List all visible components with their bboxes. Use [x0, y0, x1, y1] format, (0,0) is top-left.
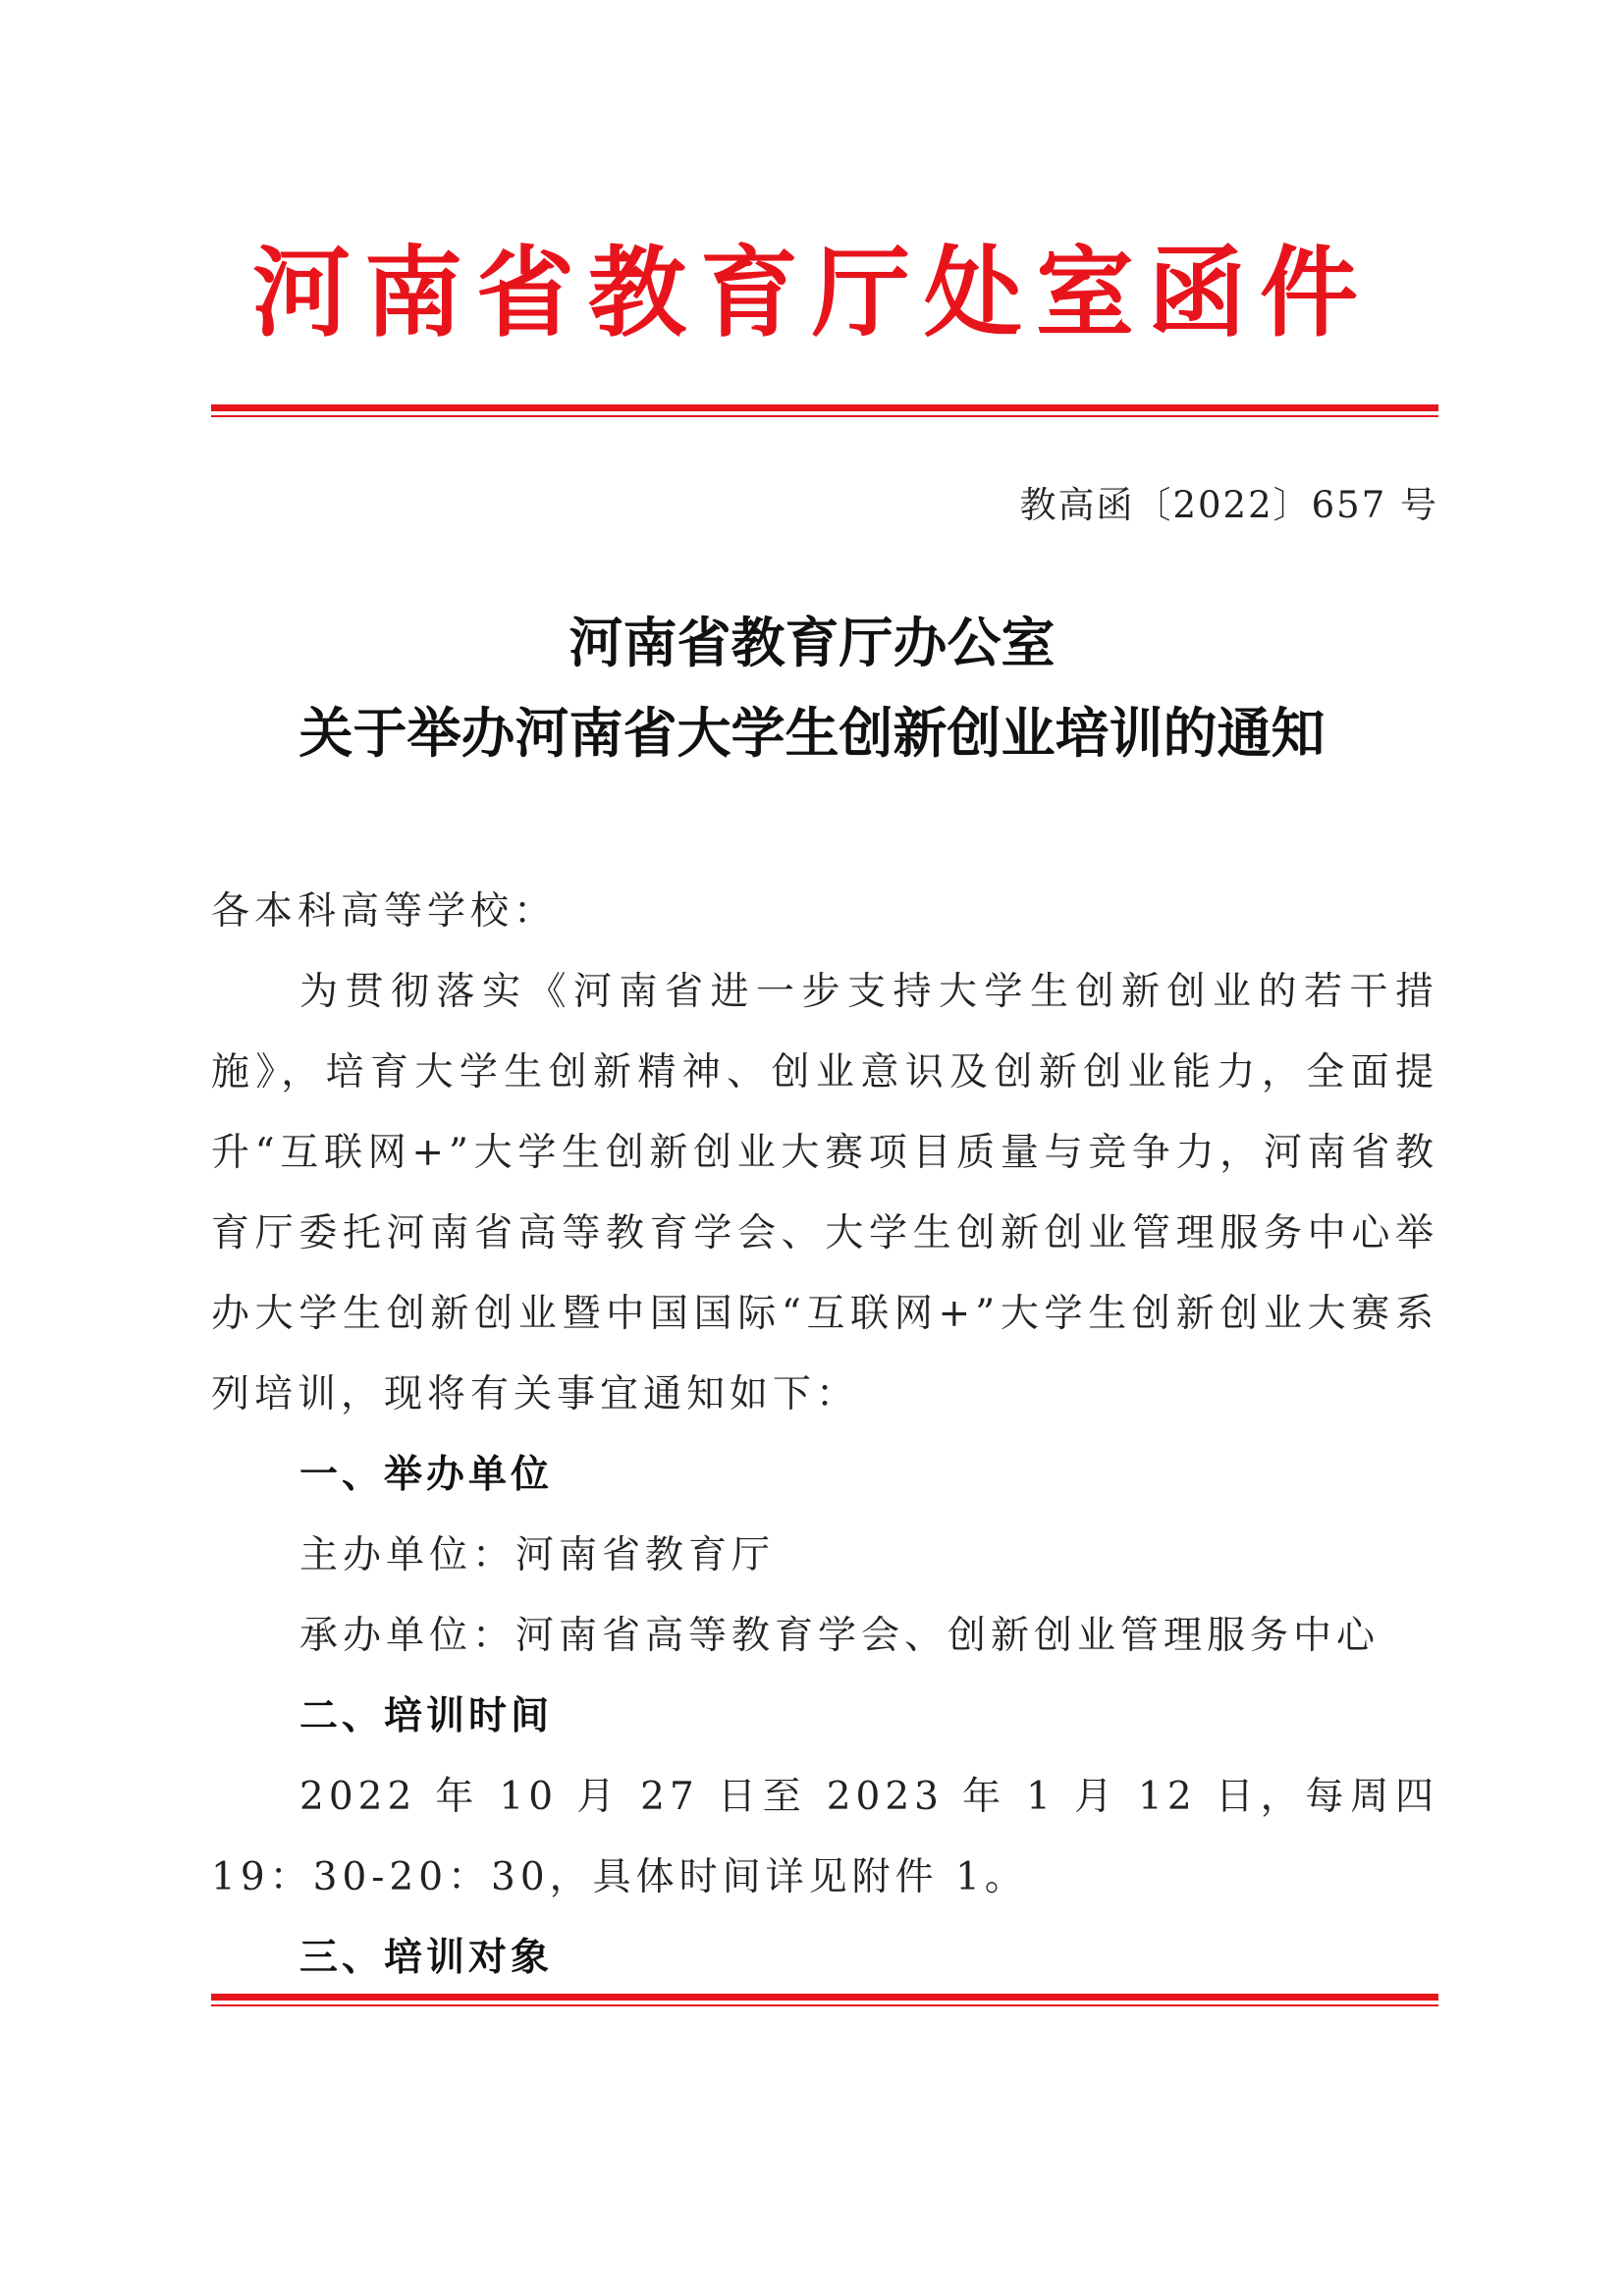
letterhead-title: 河南省教育厅处室函件 — [252, 235, 1372, 350]
host-unit: 主办单位：河南省教育厅 — [299, 1533, 776, 1577]
document-number: 教高函〔2022〕657 号 — [1019, 484, 1438, 526]
document-title-line-1: 河南省教育厅办公室 — [568, 611, 1056, 674]
rule-thin-line — [211, 2004, 1438, 2006]
document-title-line-2: 关于举办河南省大学生创新创业培训的通知 — [298, 701, 1326, 765]
document-body — [211, 872, 1438, 1999]
organizer-unit: 承办单位：河南省高等教育学会、创新创业管理服务中心 — [299, 1614, 1380, 1658]
training-time-paragraph: 2022 年 10 月 27 日至 2023 年 1 月 12 日，每周四 19：30-20：30，具体时间详见附件 1。 — [211, 1775, 1438, 1899]
intro-paragraph: 为贯彻落实《河南省进一步支持大学生创新创业的若干措施》，培育大学生创新精神、创业意识及创新创业能力，全面提升“互联网+”大学生创新创业大赛项目质量与竞争力，河南省教育厅委托河南省高等教育学会、大学生创新创业管理服务中心举办大学生创新创业暨中国国际“互联网+”大学生创新创业大赛系列培训，现将有关事宜通知如下： — [211, 970, 1438, 1416]
red-double-rule-top — [211, 404, 1438, 417]
rule-thin-line — [211, 415, 1438, 417]
rule-thick-line — [211, 1994, 1438, 2001]
section-2-heading: 二、培训时间 — [299, 1694, 554, 1738]
section-1-heading: 一、举办单位 — [299, 1453, 554, 1497]
red-double-rule-bottom — [211, 1994, 1438, 2006]
section-3-heading: 三、培训对象 — [299, 1936, 554, 1980]
rule-thick-line — [211, 404, 1438, 411]
salutation: 各本科高等学校： — [211, 889, 558, 934]
